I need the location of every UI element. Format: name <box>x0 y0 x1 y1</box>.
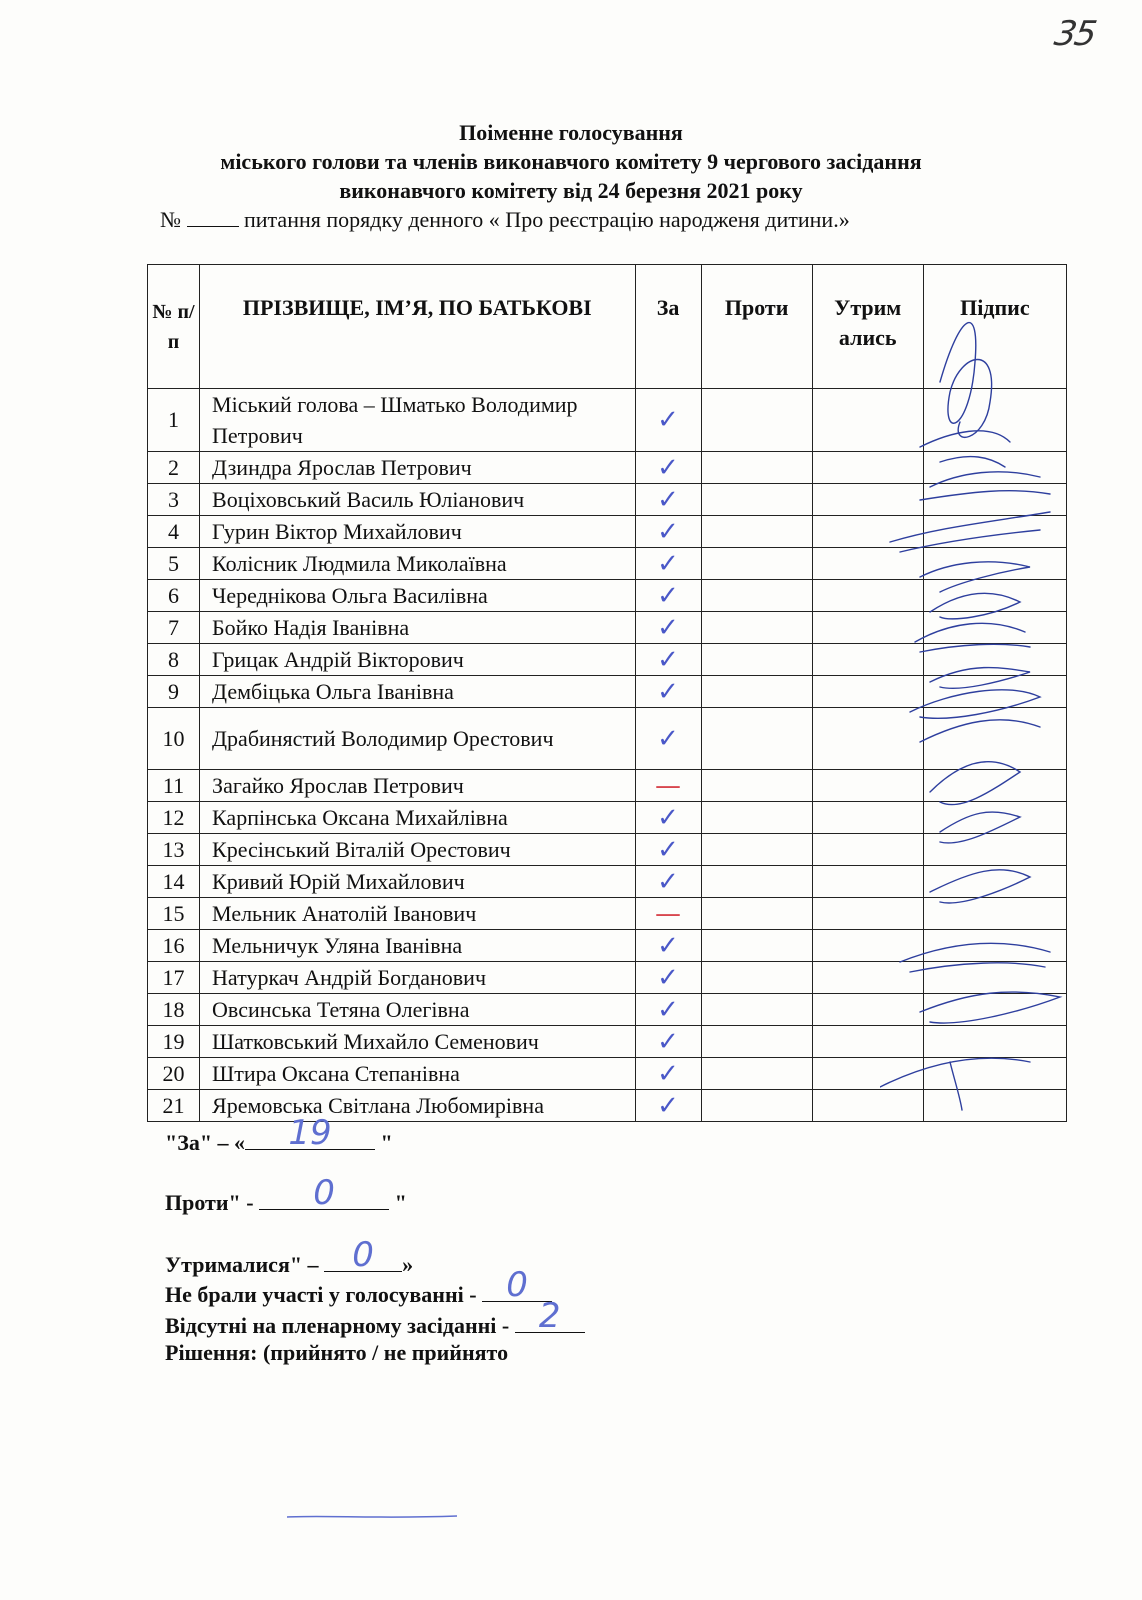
row-utrymalys <box>812 1058 923 1090</box>
row-signature <box>923 962 1066 994</box>
row-utrymalys <box>812 580 923 612</box>
row-number: 13 <box>148 834 200 866</box>
row-proty <box>701 866 812 898</box>
result-proty <box>165 1173 407 1218</box>
row-signature <box>923 389 1066 452</box>
row-za-mark: ✓ <box>635 994 701 1026</box>
row-number: 6 <box>148 580 200 612</box>
row-name: Штира Оксана Степанівна <box>200 1058 635 1090</box>
table-row <box>148 484 1067 516</box>
row-number: 20 <box>148 1058 200 1090</box>
row-name: Гурин Віктор Михайлович <box>200 516 635 548</box>
row-utrymalys <box>812 962 923 994</box>
table-row <box>148 834 1067 866</box>
table-row <box>148 994 1067 1026</box>
row-za-mark: — <box>635 770 701 802</box>
row-utrymalys <box>812 834 923 866</box>
table-row <box>148 644 1067 676</box>
row-proty <box>701 516 812 548</box>
agenda-text: питання порядку денного « Про реєстрацію народженя дитини.» <box>244 207 850 232</box>
table-row <box>148 389 1067 452</box>
row-za-mark: ✓ <box>635 1058 701 1090</box>
table-row <box>148 612 1067 644</box>
row-proty <box>701 1026 812 1058</box>
row-proty <box>701 1058 812 1090</box>
row-signature <box>923 770 1066 802</box>
table-row <box>148 676 1067 708</box>
result-proty-end: " <box>389 1190 407 1215</box>
row-number: 18 <box>148 994 200 1026</box>
row-number: 14 <box>148 866 200 898</box>
agenda-line <box>160 207 850 233</box>
agenda-number-blank <box>187 208 239 227</box>
row-name: Кривий Юрій Михайлович <box>200 866 635 898</box>
row-za-mark: ✓ <box>635 452 701 484</box>
row-number: 19 <box>148 1026 200 1058</box>
row-number: 7 <box>148 612 200 644</box>
row-name: Воціховський Василь Юліанович <box>200 484 635 516</box>
table-row <box>148 770 1067 802</box>
row-proty <box>701 770 812 802</box>
row-proty <box>701 644 812 676</box>
title-line-1: Поіменне голосування <box>459 120 683 145</box>
table-row <box>148 930 1067 962</box>
row-utrymalys <box>812 676 923 708</box>
row-signature <box>923 676 1066 708</box>
result-rishennia-text: Рішення: (прийнято / не прийнято <box>165 1340 509 1365</box>
agenda-number-sign: № <box>160 207 181 232</box>
row-name: Драбинястий Володимир Орестович <box>200 708 635 770</box>
row-za-mark: ✓ <box>635 866 701 898</box>
row-utrymalys <box>812 1026 923 1058</box>
row-za-mark: ✓ <box>635 1026 701 1058</box>
vote-table-body <box>148 389 1067 1122</box>
table-row <box>148 802 1067 834</box>
result-za-end: " <box>375 1130 393 1155</box>
table-row <box>148 898 1067 930</box>
row-utrymalys <box>812 612 923 644</box>
row-signature <box>923 866 1066 898</box>
table-header-row <box>148 265 1067 389</box>
vote-table <box>147 264 1067 1122</box>
row-utrymalys <box>812 802 923 834</box>
title-line-3: виконавчого комітету від 24 березня 2021 року <box>339 178 803 203</box>
result-utr-label: Утрималися" – <box>165 1252 325 1277</box>
page-number: 35 <box>1051 14 1098 54</box>
header-utrymalys: Утрим ались <box>812 265 923 389</box>
row-utrymalys <box>812 484 923 516</box>
decision-underline-ink <box>287 1514 457 1520</box>
row-name: Колісник Людмила Миколаївна <box>200 548 635 580</box>
table-row <box>148 1026 1067 1058</box>
row-za-mark: ✓ <box>635 389 701 452</box>
title-line-2: міського голови та членів виконавчого комітету 9 чергового засідання <box>220 149 922 174</box>
row-proty <box>701 708 812 770</box>
row-number: 2 <box>148 452 200 484</box>
row-proty <box>701 962 812 994</box>
result-proty-label: Проти" - <box>165 1190 260 1215</box>
row-za-mark: ✓ <box>635 612 701 644</box>
row-name: Дзиндра Ярослав Петрович <box>200 452 635 484</box>
row-signature <box>923 802 1066 834</box>
row-number: 8 <box>148 644 200 676</box>
row-utrymalys <box>812 1090 923 1122</box>
document-heading <box>0 118 1142 205</box>
row-proty <box>701 994 812 1026</box>
table-row <box>148 452 1067 484</box>
result-nebraly <box>165 1265 552 1310</box>
row-za-mark: ✓ <box>635 580 701 612</box>
row-za-mark: ✓ <box>635 930 701 962</box>
row-number: 11 <box>148 770 200 802</box>
row-proty <box>701 802 812 834</box>
row-number: 4 <box>148 516 200 548</box>
row-za-mark: ✓ <box>635 1090 701 1122</box>
row-proty <box>701 676 812 708</box>
row-za-mark: ✓ <box>635 516 701 548</box>
row-signature <box>923 898 1066 930</box>
result-za-value: 19 <box>288 1113 332 1153</box>
row-proty <box>701 484 812 516</box>
row-utrymalys <box>812 898 923 930</box>
row-number: 1 <box>148 389 200 452</box>
header-name: ПРІЗВИЩЕ, ІМ’Я, ПО БАТЬКОВІ <box>200 265 635 389</box>
row-utrymalys <box>812 644 923 676</box>
row-za-mark: ✓ <box>635 548 701 580</box>
header-za: За <box>635 265 701 389</box>
row-signature <box>923 452 1066 484</box>
result-utrymalys <box>165 1235 414 1280</box>
row-name: Яремовська Світлана Любомирівна <box>200 1090 635 1122</box>
row-utrymalys <box>812 452 923 484</box>
row-utrymalys <box>812 770 923 802</box>
row-number: 9 <box>148 676 200 708</box>
result-proty-field <box>259 1173 389 1213</box>
row-name: Міський голова – Шматько Володимир Петрович <box>200 389 635 452</box>
result-vidsutni-label: Відсутні на пленарному засіданні - <box>165 1313 515 1338</box>
result-nebraly-label: Не брали участі у голосуванні - <box>165 1282 483 1307</box>
header-number: № п/п <box>148 265 200 389</box>
row-proty <box>701 452 812 484</box>
row-signature <box>923 834 1066 866</box>
row-name: Карпінська Оксана Михайлівна <box>200 802 635 834</box>
result-proty-value: 0 <box>313 1173 335 1213</box>
row-za-mark: ✓ <box>635 644 701 676</box>
row-name: Мельничук Уляна Іванівна <box>200 930 635 962</box>
row-za-mark: ✓ <box>635 834 701 866</box>
row-signature <box>923 548 1066 580</box>
row-number: 15 <box>148 898 200 930</box>
header-proty: Проти <box>701 265 812 389</box>
row-name: Дембіцька Ольга Іванівна <box>200 676 635 708</box>
result-utr-value: 0 <box>352 1235 374 1275</box>
row-utrymalys <box>812 389 923 452</box>
table-row <box>148 866 1067 898</box>
row-number: 16 <box>148 930 200 962</box>
result-utr-field <box>324 1235 402 1275</box>
row-utrymalys <box>812 708 923 770</box>
table-row <box>148 708 1067 770</box>
row-number: 3 <box>148 484 200 516</box>
row-signature <box>923 994 1066 1026</box>
row-proty <box>701 1090 812 1122</box>
row-za-mark: ✓ <box>635 962 701 994</box>
row-za-mark: ✓ <box>635 484 701 516</box>
row-proty <box>701 898 812 930</box>
row-za-mark: ✓ <box>635 708 701 770</box>
table-row <box>148 548 1067 580</box>
table-row <box>148 1090 1067 1122</box>
row-za-mark: ✓ <box>635 802 701 834</box>
row-proty <box>701 580 812 612</box>
row-utrymalys <box>812 930 923 962</box>
table-row <box>148 516 1067 548</box>
row-proty <box>701 930 812 962</box>
row-signature <box>923 516 1066 548</box>
result-za <box>165 1113 393 1158</box>
row-signature <box>923 612 1066 644</box>
row-za-mark: — <box>635 898 701 930</box>
row-name: Натуркач Андрій Богданович <box>200 962 635 994</box>
row-proty <box>701 548 812 580</box>
row-signature <box>923 708 1066 770</box>
table-row <box>148 580 1067 612</box>
row-proty <box>701 389 812 452</box>
row-proty <box>701 612 812 644</box>
row-name: Бойко Надія Іванівна <box>200 612 635 644</box>
row-name: Кресінський Віталій Орестович <box>200 834 635 866</box>
row-number: 12 <box>148 802 200 834</box>
result-za-field <box>245 1113 375 1153</box>
result-utr-end: » <box>402 1252 414 1277</box>
row-name: Череднікова Ольга Василівна <box>200 580 635 612</box>
row-number: 5 <box>148 548 200 580</box>
row-number: 17 <box>148 962 200 994</box>
row-number: 21 <box>148 1090 200 1122</box>
result-rishennia <box>165 1338 508 1368</box>
row-name: Загайко Ярослав Петрович <box>200 770 635 802</box>
row-za-mark: ✓ <box>635 676 701 708</box>
result-nebraly-value: 0 <box>506 1265 528 1305</box>
row-utrymalys <box>812 994 923 1026</box>
row-name: Овсинська Тетяна Олегівна <box>200 994 635 1026</box>
row-signature <box>923 1058 1066 1090</box>
result-za-label: "За" – « <box>165 1130 246 1155</box>
row-signature <box>923 930 1066 962</box>
row-number: 10 <box>148 708 200 770</box>
row-signature <box>923 1026 1066 1058</box>
row-name: Шатковський Михайло Семенович <box>200 1026 635 1058</box>
row-utrymalys <box>812 548 923 580</box>
table-row <box>148 962 1067 994</box>
row-signature <box>923 644 1066 676</box>
row-signature <box>923 580 1066 612</box>
table-row <box>148 1058 1067 1090</box>
row-utrymalys <box>812 516 923 548</box>
row-proty <box>701 834 812 866</box>
row-name: Грицак Андрій Вікторович <box>200 644 635 676</box>
row-signature <box>923 484 1066 516</box>
header-pidpys: Підпис <box>923 265 1066 389</box>
result-vidsutni <box>165 1296 585 1341</box>
row-name: Мельник Анатолій Іванович <box>200 898 635 930</box>
row-utrymalys <box>812 866 923 898</box>
result-vidsutni-field <box>515 1296 585 1336</box>
row-signature <box>923 1090 1066 1122</box>
result-vidsutni-value: 2 <box>538 1296 561 1336</box>
